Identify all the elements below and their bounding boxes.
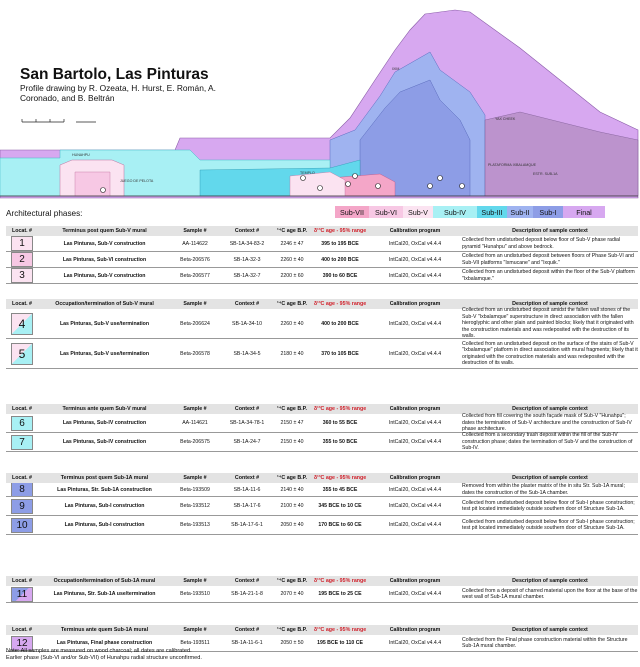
cell-desc: Collected from fill covering the south façade mask of Sub-V "Hunahpu"; dates the termination of Sub-V architecture and the construction of Sub-IV phase architecture. (462, 413, 632, 433)
header-cell: ¹⁴C age B.P. (277, 475, 307, 481)
legend-phase-sub-iv: Sub-IV (433, 206, 477, 218)
cell-sample: Beta-193509 (180, 486, 210, 493)
cell-sample: Beta-206578 (180, 350, 210, 357)
cell-range: 195 BCE to 25 CE (318, 591, 362, 597)
header-cell: ¹⁴C age B.P. (277, 627, 307, 633)
cell-c14: 2180 ± 40 (280, 350, 304, 357)
header-cell: Description of sample context (512, 405, 588, 412)
legend-phase-sub-v: Sub-V (403, 206, 433, 218)
location-number-badge: 9 (11, 499, 33, 514)
cell-sample: AA-114622 (182, 240, 208, 247)
header-cell: δ¹³C age - 95% range (313, 578, 367, 584)
legend-phase-sub-iii: Sub-III (477, 206, 507, 218)
cell-calib: IntCal20, OxCal v4.4.4 (388, 256, 442, 263)
profile-label-plataforma: PLATAFORMA IXBALAMQUE (488, 163, 536, 167)
header-cell: Sample # (183, 627, 207, 633)
profile-label-templo: TEMPLO (300, 171, 315, 175)
cell-range: 360 to 55 BCE (322, 420, 358, 426)
cell-name: Las Pinturas, Sub-IV construction (62, 439, 147, 445)
header-cell: Terminus post quem Sub-1A mural (60, 475, 149, 481)
cell-range: 400 to 200 BCE (321, 256, 359, 263)
header-cell: Sample # (183, 578, 207, 584)
cell-range: 395 to 195 BCE (321, 240, 359, 247)
header-cell: Context # (234, 228, 260, 234)
page-title: San Bartolo, Las Pinturas (20, 66, 209, 83)
header-cell: Description of sample context (512, 227, 588, 234)
profile-label-hunahpu: HUNAHPU (72, 153, 90, 157)
cell-c14: 2150 ± 40 (280, 439, 304, 445)
header-cell: Description of sample context (512, 300, 588, 307)
cell-context: SB-1A-34-10 (232, 320, 262, 327)
cell-c14: 2260 ± 40 (280, 320, 304, 327)
cell-context: SB-1A-32-3 (233, 256, 261, 263)
header-cell: δ¹³C age - 95% range (313, 627, 367, 633)
cell-desc: Collected from undisturbed deposit below floor of Sub-V phase radial pyramid "Hunahpu" and above bedrock. (462, 237, 621, 250)
table-row (6, 339, 638, 369)
section-2 (6, 404, 638, 452)
cell-context: SB-1A-17-6-1 (231, 522, 263, 528)
location-number-badge: 6 (11, 416, 33, 431)
location-cell (6, 414, 38, 432)
cell-sample: AA-114621 (182, 420, 208, 426)
header-cell: Sample # (183, 475, 207, 481)
pyramid-profile-drawing (0, 0, 640, 225)
cell-desc: Collected from an undisturbed deposit between floors of Phase Sub-VI and Sub-VII platforms "Ixmucane" and "Ixquik." (462, 253, 634, 266)
cell-name: Las Pinturas, Sub-VI construction (62, 256, 147, 263)
cell-desc: Collected from an undisturbed deposit on the surface of the stairs of Sub-V "Ixbalamque" platform in direct association with mural fragments; likely that it originated with the construction materials and was redeposited with the destruction of its walls. (462, 340, 638, 366)
header-cell: Locat. # (11, 475, 33, 481)
table-row (6, 236, 638, 252)
header-cell: Calibration program (389, 301, 441, 307)
location-cell (6, 433, 38, 451)
cell-name: Las Pinturas, Sub-V construction (63, 240, 146, 247)
cell-c14: 2050 ± 40 (280, 522, 304, 528)
section-header (6, 625, 638, 635)
header-cell: δ¹³C age - 95% range (313, 406, 367, 412)
header-cell: ¹⁴C age B.P. (277, 578, 307, 584)
cell-calib: IntCal20, OxCal v4.4.4 (388, 503, 442, 509)
legend-phase-final: Final (563, 206, 605, 218)
section-4 (6, 576, 638, 603)
cell-context: SB-1A-32-7 (233, 272, 261, 279)
header-cell: Terminus post quem Sub-V mural (62, 228, 147, 234)
header-cell: ¹⁴C age B.P. (277, 406, 307, 412)
header-cell: Description of sample context (512, 474, 588, 481)
cell-sample: Beta-206577 (180, 272, 210, 279)
cell-context: SB-1A-21-1-8 (231, 591, 263, 597)
cell-sample: Beta-193510 (180, 591, 210, 597)
header-cell: δ¹³C age - 95% range (313, 301, 367, 307)
section-header (6, 473, 638, 483)
section-0 (6, 226, 638, 284)
cell-range: 390 to 60 BCE (322, 272, 358, 279)
table-row (6, 268, 638, 284)
legend-phase-sub-i: Sub-I (533, 206, 563, 218)
cell-context: SB-1A-17-6 (233, 503, 261, 509)
cell-desc: Collected from the Final phase construction material within the Structure Sub-1A mural chamber. (462, 636, 628, 649)
cell-name: Las Pinturas, Sub-V construction (63, 272, 146, 279)
location-number-badge: 4 (11, 313, 33, 335)
header-cell: δ¹³C age - 95% range (313, 475, 367, 481)
cell-desc: Removed from within the plaster matrix of the in situ Str. Sub-1A mural; dates the construction of the Sub-1A chamber. (462, 483, 625, 496)
legend-phase-sub-ii: Sub-II (507, 206, 533, 218)
cell-sample: Beta-193511 (180, 640, 210, 646)
header-cell: Terminus ante quem Sub-1A mural (60, 627, 149, 633)
cell-name: Las Pinturas, Str. Sub-1A construction (57, 486, 152, 493)
cell-calib: IntCal20, OxCal v4.4.4 (388, 439, 442, 445)
cell-name: Las Pinturas, Sub-I construction (64, 522, 145, 528)
cell-desc: Collected from an undisturbed deposit amidst the fallen wall stones of the Sub-V "Ixbalamque" superstructure in direct association with the fallen hieroglyphic and other plain and painted blocks; likely that it originated with the construction materials and was redeposited with the destruction of its walls. (462, 307, 634, 340)
location-number-badge: 2 (11, 252, 33, 267)
cell-desc: Collected from undisturbed deposit below floor of Sub-I phase construction; test pit located immediately outside southern door of Structure Sub-1A. (462, 499, 635, 512)
header-cell: Context # (234, 406, 260, 412)
phases-label: Architectural phases: (6, 209, 83, 218)
profile-label-yaxcheek: YAX CHEEK (495, 117, 516, 121)
location-number-badge: 1 (11, 236, 33, 251)
section-1 (6, 299, 638, 369)
header-cell: ¹⁴C age B.P. (277, 228, 307, 234)
header-cell: Sample # (183, 301, 207, 307)
cell-desc: Collected from undisturbed deposit below floor of Sub-I phase construction; test pit located immediately outside southern door of Structure Sub-1A. (462, 518, 635, 531)
cell-c14: 2100 ± 40 (280, 503, 304, 509)
location-number-badge: 3 (11, 268, 33, 283)
location-cell (6, 497, 38, 515)
cell-context: SB-1A-34-78-1 (229, 420, 265, 426)
table-row (6, 586, 638, 603)
cell-sample: Beta-193513 (180, 522, 210, 528)
cell-calib: IntCal20, OxCal v4.4.4 (388, 486, 442, 493)
cell-sample: Beta-206575 (180, 439, 210, 445)
cell-sample: Beta-206576 (180, 256, 210, 263)
table-row (6, 516, 638, 535)
location-number-badge: 11 (11, 587, 33, 602)
header-cell: Sample # (183, 228, 207, 234)
location-number-badge: 12 (11, 636, 33, 651)
cell-context: SB-1A-34-83-2 (229, 240, 265, 247)
legend-phase-sub-vi: Sub-VI (369, 206, 403, 218)
header-cell: Locat. # (11, 578, 33, 584)
header-cell: Calibration program (389, 578, 441, 584)
section-header (6, 576, 638, 586)
profile-label-juego: JUEGO DE PELOTA (120, 179, 154, 183)
profile-label-estr: ESTR. SUB-1A (533, 172, 558, 176)
header-cell: Context # (234, 627, 260, 633)
cell-range: 195 BCE to 110 CE (317, 640, 363, 646)
header-cell: δ¹³C age - 95% range (313, 228, 367, 234)
table-row (6, 497, 638, 516)
cell-calib: IntCal20, OxCal v4.4.4 (388, 272, 442, 279)
header-cell: Description of sample context (512, 577, 588, 584)
cell-range: 355 to 45 BCE (322, 486, 358, 493)
profile-label-ixim: IXIM (392, 67, 400, 71)
table-row (6, 414, 638, 433)
header-cell: Occupation/termination of Sub-1A mural (53, 578, 156, 584)
cell-c14: 2070 ± 40 (280, 591, 304, 597)
header-cell: Context # (234, 578, 260, 584)
location-number-badge: 10 (11, 518, 33, 533)
table-row (6, 252, 638, 268)
cell-c14: 2150 ± 47 (280, 420, 304, 426)
header-cell: Calibration program (389, 475, 441, 481)
cell-calib: IntCal20, OxCal v4.4.4 (388, 350, 442, 357)
header-cell: Calibration program (389, 228, 441, 234)
location-cell (6, 339, 38, 368)
location-cell (6, 252, 38, 267)
cell-name: Las Pinturas, Sub-V use/termination (59, 320, 150, 327)
header-cell: Locat. # (11, 627, 33, 633)
cell-calib: IntCal20, OxCal v4.4.4 (388, 240, 442, 247)
header-cell: Context # (234, 301, 260, 307)
header-cell: Calibration program (389, 406, 441, 412)
cell-sample: Beta-193512 (180, 503, 210, 509)
location-number-badge: 7 (11, 435, 33, 450)
table-row (6, 309, 638, 339)
header-cell: Terminus ante quem Sub-V mural (62, 406, 147, 412)
cell-range: 370 to 105 BCE (321, 350, 359, 357)
cell-name: Las Pinturas, Sub-V use/termination (59, 350, 150, 357)
cell-range: 355 to 50 BCE (322, 439, 358, 445)
cell-calib: IntCal20, OxCal v4.4.4 (388, 591, 442, 597)
cell-c14: 2050 ± 50 (280, 640, 304, 646)
cell-c14: 2246 ± 47 (280, 240, 304, 247)
table-row (6, 483, 638, 497)
cell-context: SB-1A-11-6 (233, 486, 261, 493)
table-row (6, 433, 638, 452)
note-line-1: Note: All samples are measured on wood charcoal; all dates are calibrated. (6, 648, 192, 654)
cell-desc: Collected from a deposit of charred material upon the floor at the base of the west wall of Sub-1A mural chamber. (462, 587, 638, 600)
location-number-badge: 8 (11, 483, 33, 496)
cell-context: SB-1A-24-7 (233, 439, 261, 445)
cell-range: 170 BCE to 60 CE (318, 522, 362, 528)
location-cell (6, 516, 38, 534)
location-cell (6, 483, 38, 496)
header-cell: Occupation/termination of Sub-V mural (55, 301, 154, 307)
cell-context: SB-1A-34-5 (233, 350, 261, 357)
note-line-2: Earlier phase (Sub-VI and/or Sub-VII) of Hunahpu radial structure unconfirmed. (6, 655, 202, 661)
header-cell: Calibration program (389, 627, 441, 633)
credits: Profile drawing by R. Ozeata, H. Hurst, E. Román, A. Coronado, and B. Beltrán (20, 83, 216, 103)
cell-sample: Beta-206624 (180, 320, 210, 327)
header-cell: Locat. # (11, 228, 33, 234)
cell-c14: 2140 ± 40 (280, 486, 304, 493)
cell-name: Las Pinturas, Str. Sub-1A use/termination (53, 591, 156, 597)
header-cell: Sample # (183, 406, 207, 412)
cell-calib: IntCal20, OxCal v4.4.4 (388, 640, 442, 646)
location-number-badge: 5 (11, 343, 33, 365)
cell-calib: IntCal20, OxCal v4.4.4 (388, 420, 442, 426)
sub-vi-shape (75, 172, 110, 196)
location-cell (6, 309, 38, 338)
section-3 (6, 473, 638, 535)
cell-name: Las Pinturas, Sub-I construction (64, 503, 145, 509)
cell-c14: 2200 ± 60 (280, 272, 304, 279)
cell-range: 400 to 200 BCE (321, 320, 359, 327)
sub-v-platform-shape (290, 172, 345, 196)
header-cell: Description of sample context (512, 626, 588, 633)
cell-desc: Collected from a secondary trash deposit within the fill of the Sub-IV construction phase; dates the termination of Sub-V and the construction of Sub-IV. (462, 432, 633, 452)
cell-name: Las Pinturas, Sub-IV construction (62, 420, 147, 426)
cell-desc: Collected from an undisturbed deposit within the floor of the Sub-V platform "Ixbalamque." (462, 269, 635, 282)
header-cell: ¹⁴C age B.P. (277, 301, 307, 307)
scale-bar (22, 119, 96, 122)
location-cell (6, 236, 38, 251)
legend-phase-sub-vii: Sub-VII (335, 206, 369, 218)
location-cell (6, 586, 38, 602)
cell-c14: 2260 ± 40 (280, 256, 304, 263)
header-cell: Locat. # (11, 406, 33, 412)
section-header (6, 226, 638, 236)
cell-calib: IntCal20, OxCal v4.4.4 (388, 522, 442, 528)
cell-calib: IntCal20, OxCal v4.4.4 (388, 320, 442, 327)
header-cell: Context # (234, 475, 260, 481)
location-cell (6, 268, 38, 283)
cell-context: SB-1A-11-6-1 (231, 640, 263, 646)
cell-name: Las Pinturas, Final phase construction (56, 640, 153, 646)
header-cell: Locat. # (11, 301, 33, 307)
cell-range: 345 BCE to 10 CE (318, 503, 362, 509)
